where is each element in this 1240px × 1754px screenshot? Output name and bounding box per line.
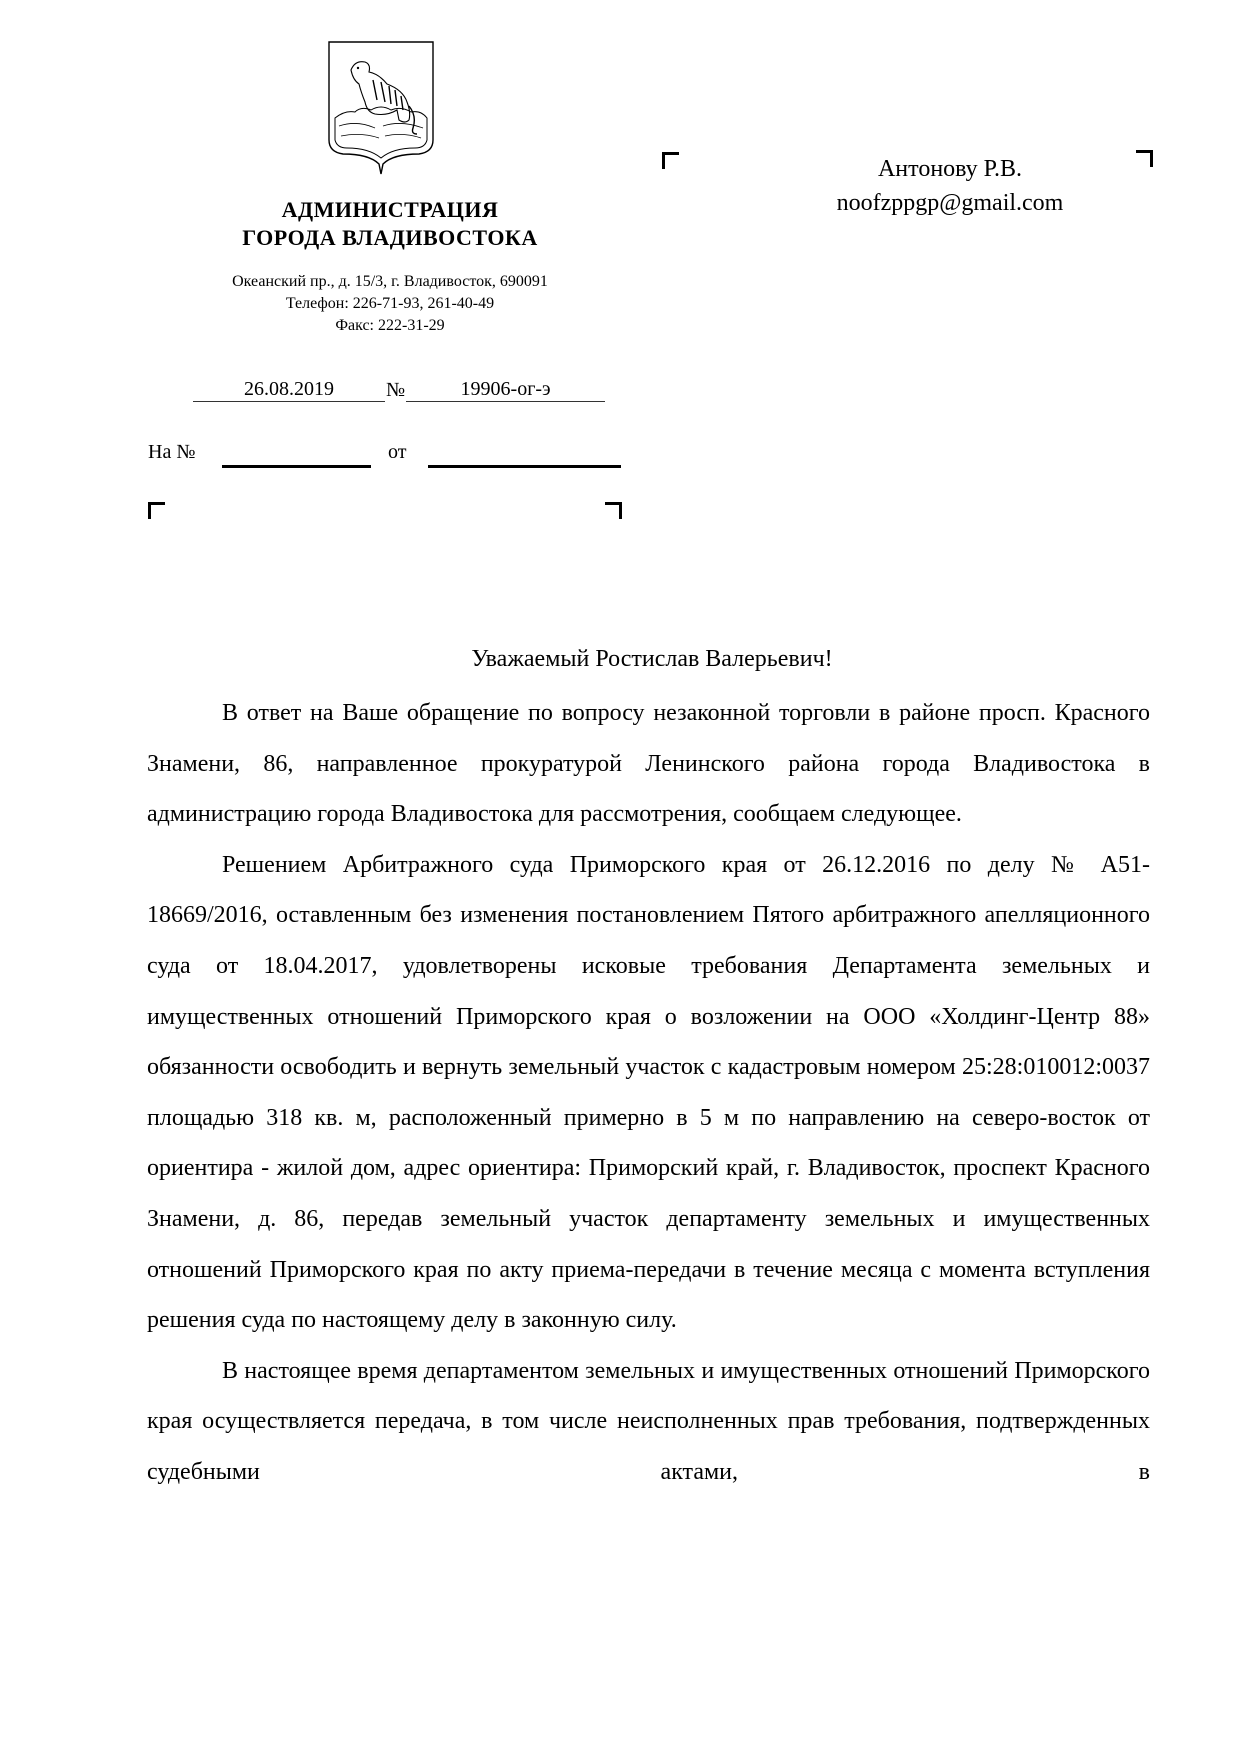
reference-number-blank — [222, 465, 371, 468]
recipient-email: noofzppgp@gmail.com — [836, 190, 1064, 216]
recipient-block — [760, 152, 1140, 220]
body-paragraph: Решением Арбитражного суда Приморского края от 26.12.2016 по делу № А51-18669/2016, оставленным без изменения постановлением Пятого арбитражного апелляционного суда от 18.04.2017, удовлетворены исковые требования Департамента земельных и имущественных отношений Приморского края о возложении на ООО «Холдинг-Центр 88» обязанности освободить и вернуть земельный участок с кадастровым номером 25:28:010012:0037 площадью 318 кв. м, расположенный примерно в 5 м по направлению на северо-восток от ориентира - жилой дом, адрес ориентира: Приморский край, г. Владивосток, проспект Красного Знамени, д. 86, передав земельный участок департаменту земельных и имущественных отношений Приморского края по акту приема-передачи в течение месяца с момента вступления решения суда по настоящему делу в законную силу. — [147, 851, 1150, 1334]
registration-line — [193, 377, 605, 402]
registration-number: 19906-ог-э — [406, 377, 605, 402]
organization-fax: Факс: 222-31-29 — [335, 317, 445, 334]
letter-body — [147, 688, 1150, 1498]
organization-contacts — [160, 271, 620, 337]
reference-date-label: от — [388, 441, 407, 463]
recipient-corner-mark-left — [662, 152, 679, 169]
reference-number-label: На № — [148, 441, 196, 463]
body-paragraph: В настоящее время департаментом земельных и имущественных отношений Приморского края осуществляется передача, в том числе неисполненных прав требования, подтвержденных судебными актами, в — [147, 1357, 1150, 1485]
body-paragraph: В ответ на Ваше обращение по вопросу незаконной торговли в районе просп. Красного Знамени, 86, направленное прокуратурой Ленинского района города Владивостока в администрацию города Владивостока для рассмотрения, сообщаем следующее. — [147, 700, 1150, 828]
organization-title — [180, 196, 600, 252]
corner-mark-top-right — [605, 502, 622, 519]
salutation: Уважаемый Ростислав Валерьевич! — [471, 646, 833, 672]
organization-title-line-2: ГОРОДА ВЛАДИВОСТОКА — [242, 225, 538, 250]
recipient-name: Антонову Р.В. — [877, 156, 1023, 182]
corner-mark-top-left — [148, 502, 165, 519]
registration-number-sign: № — [386, 379, 406, 401]
organization-address: Океанский пр., д. 15/3, г. Владивосток, 690091 — [232, 273, 548, 290]
organization-title-line-1: АДМИНИСТРАЦИЯ — [281, 197, 499, 222]
reference-date-blank — [428, 465, 621, 468]
coat-of-arms-icon — [327, 40, 435, 176]
registration-date: 26.08.2019 — [193, 377, 385, 402]
organization-phone: Телефон: 226-71-93, 261-40-49 — [285, 295, 495, 312]
